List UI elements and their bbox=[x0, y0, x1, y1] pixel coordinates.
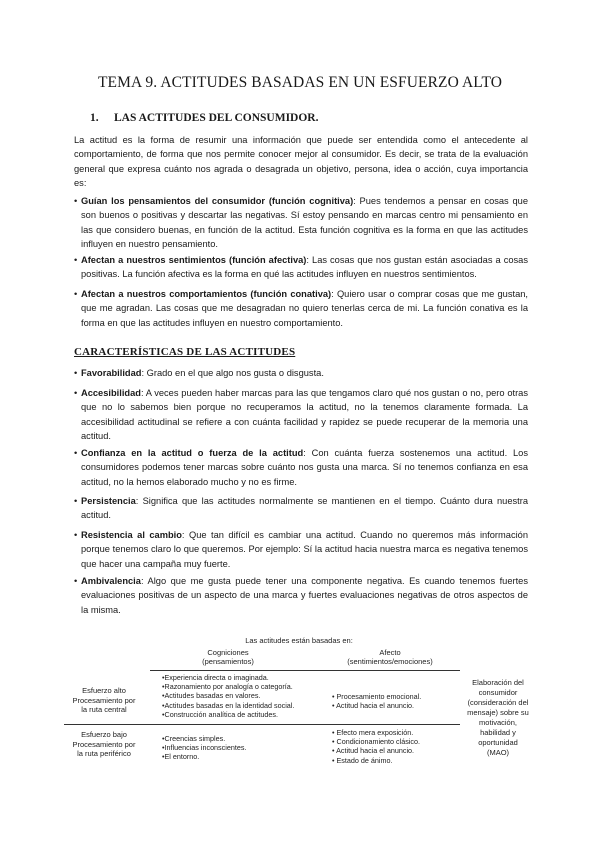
characteristic-item bbox=[74, 494, 528, 523]
characteristic-text: : Algo que me gusta puede tener una componente negativa. Es cuando tenemos fuertes evaluaciones positivas de un aspecto de una marca y fuertes evaluaciones negativas de otros aspectos de la misma. bbox=[81, 576, 528, 615]
importance-text: : Las cosas que nos gustan están asociadas a cosas positivas. La función afectiva es la forma en qué las actitudes influyen en nuestros sentimientos. bbox=[81, 255, 528, 280]
side-note-line: oportunidad bbox=[478, 738, 518, 747]
bullet-icon: • bbox=[74, 576, 78, 586]
side-note-line: motivación, bbox=[479, 718, 517, 727]
row-label-line: Procesamiento por bbox=[72, 739, 136, 749]
section-1-heading bbox=[90, 112, 319, 124]
table-list-item: •Razonamiento por analogía o categoría. bbox=[162, 682, 293, 692]
table-rule bbox=[64, 724, 460, 725]
intro-paragraph: La actitud es la forma de resumir una información que puede ser entendida como el antecedente al comportamiento, de forma que nos permite conocer mejor al consumidor. Es decir, se trata de la evaluación general que expresa cuánto nos agrada o desagrada un objetivo, persona, idea o acción, cuya importancia es: bbox=[74, 135, 528, 189]
table-list-item: • Estado de ánimo. bbox=[332, 755, 393, 765]
mao-side-note bbox=[462, 678, 534, 758]
characteristic-text: : Grado en el que algo nos gusta o disgusta. bbox=[141, 368, 324, 378]
column-header-cognitive bbox=[150, 648, 306, 666]
importance-label: Afectan a nuestros sentimientos (función afectiva) bbox=[81, 255, 307, 265]
characteristic-item bbox=[74, 574, 528, 617]
table-list-item: •Actitudes basadas en valores. bbox=[162, 691, 261, 701]
importance-item-cognitive bbox=[74, 194, 528, 251]
table-list-item: •Creencias simples. bbox=[162, 734, 226, 743]
cell-high-affective bbox=[332, 692, 421, 710]
importance-text: : Quiero usar o comprar cosas que me gustan, que me agradan. Las cosas que me desagradan no quiero tenerlas cerca de mi. La función conativa es la forma en que las actitudes influyen en nuestro comportamiento. bbox=[81, 289, 528, 328]
column-header-line: (sentimientos/emociones) bbox=[347, 657, 433, 666]
column-header-line: Afecto bbox=[379, 648, 401, 657]
section-1-title: LAS ACTITUDES DEL CONSUMIDOR. bbox=[114, 112, 319, 124]
row-label-line: Esfuerzo bajo bbox=[81, 730, 127, 739]
characteristic-label: Confianza en la actitud o fuerza de la actitud bbox=[81, 448, 304, 458]
table-rule bbox=[150, 670, 460, 671]
characteristic-text: : Que tan difícil es cambiar una actitud. Cuando no queremos más información porque tenemos claro lo que queremos. Por ejemplo: Sí la actitud hacia nuestra marca es negativa tenemos que hacer una campaña muy fuerte. bbox=[81, 530, 528, 569]
section-2-heading: CARACTERÍSTICAS DE LAS ACTITUDES bbox=[74, 346, 296, 358]
characteristic-text: : Significa que las actitudes normalmente se mantienen en el tiempo. Cuánto dura nuestra actitud. bbox=[81, 496, 528, 521]
characteristic-label: Accesibilidad bbox=[81, 388, 141, 398]
bullet-icon: • bbox=[74, 289, 78, 299]
bullet-icon: • bbox=[74, 496, 78, 506]
side-note-line: consumidor bbox=[478, 688, 518, 697]
row-label-line: la ruta periférico bbox=[77, 749, 131, 758]
bullet-icon: • bbox=[74, 530, 78, 540]
table-list-item: • Procesamiento emocional. bbox=[332, 692, 422, 701]
characteristic-item bbox=[74, 528, 528, 571]
characteristic-text: : A veces pueden haber marcas para las que tengamos claro qué nos gustan o no, pero otras que no lo sabemos bien porque no recuperamos la actitud, no la tenemos claramente formada. La accesibilidad actitudinal se refiere a con cuánta facilidad y rapidez se puede recuperar de la memoria una actitud. bbox=[81, 388, 528, 441]
importance-item-affective bbox=[74, 253, 528, 282]
table-list-item: • Efecto mera exposición. bbox=[332, 728, 414, 737]
table-list-item: •Influencias inconscientes. bbox=[162, 743, 247, 753]
column-header-line: Cogniciones bbox=[207, 648, 249, 657]
characteristic-label: Ambivalencia bbox=[81, 576, 141, 586]
side-note-line: (MAO) bbox=[486, 748, 510, 757]
section-1-number: 1. bbox=[90, 112, 99, 124]
cell-low-affective bbox=[332, 728, 420, 765]
column-header-line: (pensamientos) bbox=[202, 657, 254, 666]
characteristic-item bbox=[74, 366, 528, 380]
table-title: Las actitudes están basadas en: bbox=[245, 636, 353, 645]
table-list-item: • Condicionamiento clásico. bbox=[332, 737, 421, 747]
importance-item-conative bbox=[74, 287, 528, 330]
importance-label: Guían los pensamientos del consumidor (función cognitiva) bbox=[81, 196, 354, 206]
side-note-line: (consideración del bbox=[467, 698, 529, 707]
bullet-icon: • bbox=[74, 255, 78, 265]
bullet-icon: • bbox=[74, 388, 78, 398]
cell-low-cognitive bbox=[162, 734, 246, 762]
characteristic-text: : Con cuánta fuerza sostenemos una actitud. Los consumidores podemos tener marcas sobre cuánto nos gusta una marca. Sí no tenemos confianza en esa actitud, no la hemos elaborado mucho y no es firme. bbox=[81, 448, 528, 487]
row-label-line: Esfuerzo alto bbox=[82, 686, 126, 695]
table-list-item: • Actitud hacia el anuncio. bbox=[332, 701, 415, 711]
table-list-item: •Construcción analítica de actitudes. bbox=[162, 709, 278, 719]
row-label-line: Procesamiento por bbox=[72, 695, 136, 705]
side-note-line: mensaje) sobre su bbox=[467, 708, 529, 717]
column-header-affective bbox=[320, 648, 460, 666]
side-note-line: habilidad y bbox=[480, 728, 516, 737]
row-label-line: la ruta central bbox=[81, 705, 127, 714]
characteristic-item bbox=[74, 446, 528, 489]
characteristic-label: Persistencia bbox=[81, 496, 136, 506]
cell-high-cognitive bbox=[162, 673, 294, 719]
bullet-icon: • bbox=[74, 196, 78, 206]
side-note-line: Elaboración del bbox=[472, 678, 524, 687]
row-label-high-effort bbox=[64, 686, 144, 715]
table-list-item: • Actitud hacia el anuncio. bbox=[332, 746, 415, 756]
characteristic-item bbox=[74, 386, 528, 443]
table-list-item: •El entorno. bbox=[162, 752, 200, 762]
characteristic-label: Favorabilidad bbox=[81, 368, 142, 378]
bullet-icon: • bbox=[74, 448, 78, 458]
row-label-low-effort bbox=[64, 730, 144, 759]
bullet-icon: • bbox=[74, 368, 78, 378]
page-title: TEMA 9. ACTITUDES BASADAS EN UN ESFUERZO ALTO bbox=[97, 74, 503, 91]
characteristic-label: Resistencia al cambio bbox=[81, 530, 182, 540]
importance-text: : Pues tendemos a pensar en cosas que son buenos o positivas y descartar las negativas. Sí estoy pensando en marcas centro mi pensamiento en las que considero buenas, en función de la actitud. Esta función cognitiva es la forma en que las actitudes influyen en nuestro pensamiento. bbox=[81, 196, 528, 249]
table-list-item: •Actitudes basadas en la identidad social. bbox=[162, 700, 295, 710]
table-list-item: •Experiencia directa o imaginada. bbox=[162, 673, 269, 682]
importance-label: Afectan a nuestros comportamientos (función conativa) bbox=[81, 289, 332, 299]
attitudes-basis-table bbox=[64, 636, 534, 776]
